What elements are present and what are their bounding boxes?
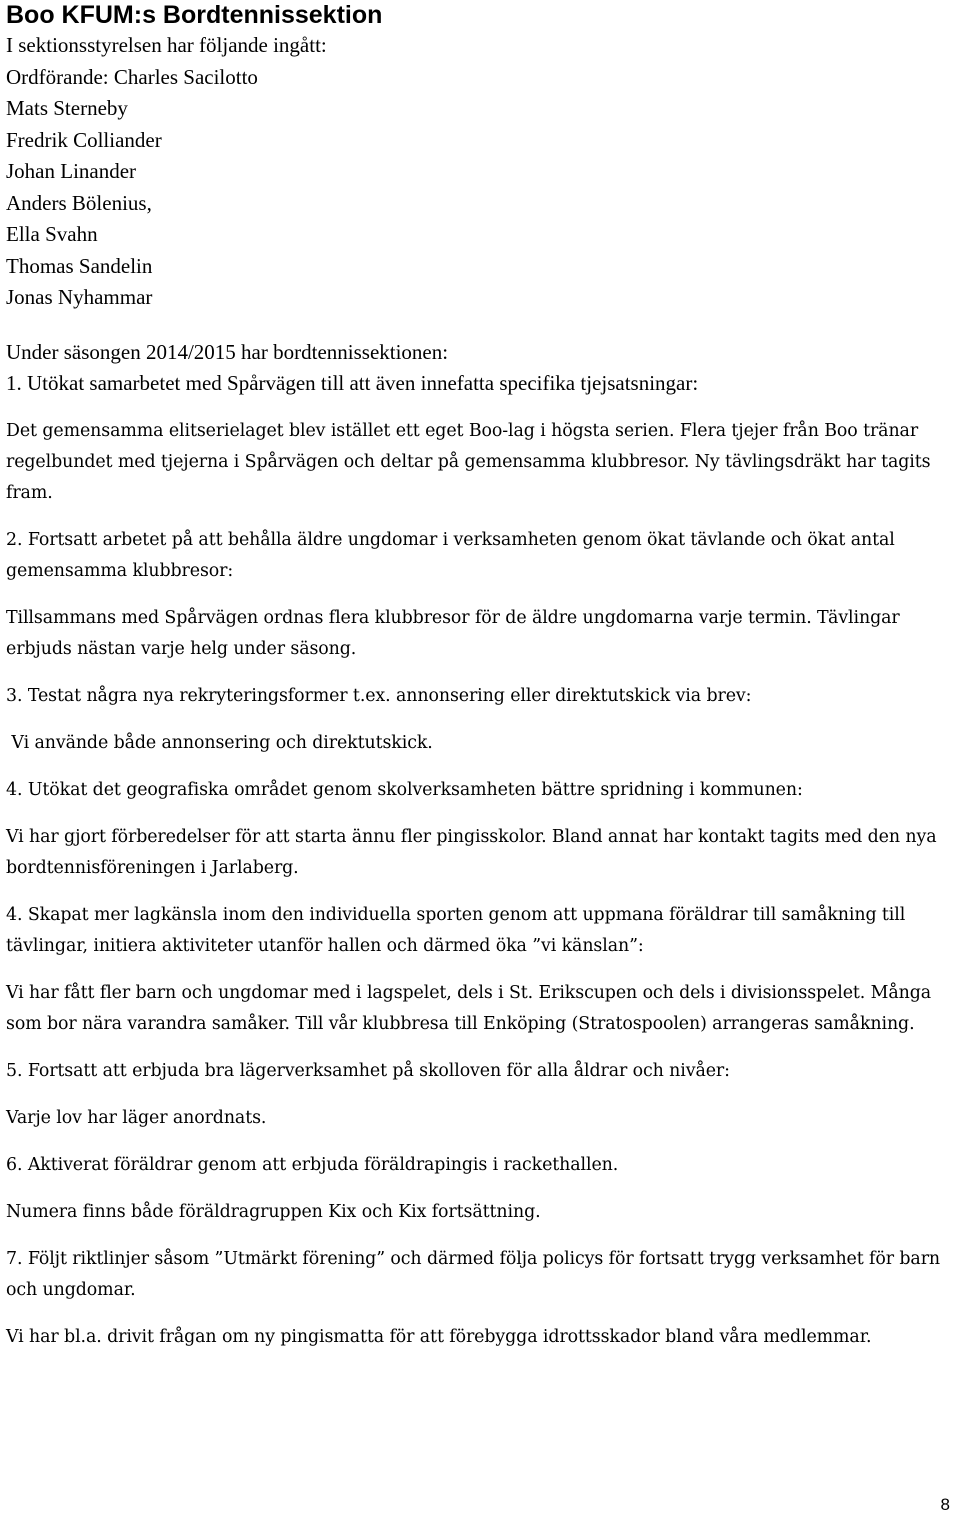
board-member: Ordförande: Charles Sacilotto xyxy=(6,64,258,89)
item1-body: Det gemensamma elitserielaget blev istället ett eget Boo-lag i högsta serien. Flera tjejer från Boo tränar regelbundet med tjejerna i Spårvägen och deltar på gemensamma klubbresor. Ny tävlingsdräkt har tagits fram. xyxy=(6,420,931,503)
page-number: 8 xyxy=(940,1495,950,1514)
spacer xyxy=(6,712,956,728)
board-member: Fredrik Colliander xyxy=(6,127,162,152)
page-title: Boo KFUM:s Bordtennissektion xyxy=(6,1,383,29)
spacer xyxy=(6,1040,956,1056)
document-page xyxy=(6,0,956,1353)
item6-heading: 6. Aktiverat föräldrar genom att erbjuda föräldrapingis i rackethallen. xyxy=(6,1154,619,1175)
item4b-heading: 4. Skapat mer lagkänsla inom den individuella sporten genom att uppmana föräldrar till samåkning till tävlingar, initiera aktiviteter utanför hallen och därmed öka ”vi känslan”: xyxy=(6,904,906,956)
item2-body: Tillsammans med Spårvägen ordnas flera klubbresor för de äldre ungdomarna varje termin. Tävlingar erbjuds nästan varje helg under säsong. xyxy=(6,607,900,659)
spacer xyxy=(6,665,956,681)
board-intro: I sektionsstyrelsen har följande ingått: xyxy=(6,33,327,57)
item3-heading: 3. Testat några nya rekryteringsformer t.ex. annonsering eller direktutskick via brev: xyxy=(6,685,752,706)
board-member-list xyxy=(6,62,956,314)
spacer xyxy=(6,884,956,900)
item4a-heading: 4. Utökat det geografiska området genom skolverksamheten bättre spridning i kommunen: xyxy=(6,779,803,800)
board-member: Jonas Nyhammar xyxy=(6,285,153,309)
board-member: Thomas Sandelin xyxy=(6,253,153,278)
item1-heading: 1. Utökat samarbetet med Spårvägen till att även innefatta specifika tjejsatsningar: xyxy=(6,371,699,395)
item4a-body: Vi har gjort förberedelser för att starta ännu fler pingisskolor. Bland annat har kontakt tagits med den nya bordtennisföreningen i Jarlaberg. xyxy=(6,826,937,878)
spacer xyxy=(6,509,956,525)
item7-body: Vi har bl.a. drivit frågan om ny pingismatta för att förebygga idrottsskador bland våra medlemmar. xyxy=(6,1326,872,1347)
spacer xyxy=(6,1181,956,1197)
spacer xyxy=(6,759,956,775)
board-member: Ella Svahn xyxy=(6,222,98,246)
item5-heading: 5. Fortsatt att erbjuda bra lägerverksamhet på skolloven för alla åldrar och nivåer: xyxy=(6,1060,730,1081)
item5-body: Varje lov har läger anordnats. xyxy=(6,1107,267,1128)
spacer xyxy=(6,1087,956,1103)
spacer xyxy=(6,1134,956,1150)
item2-heading: 2. Fortsatt arbetet på att behålla äldre ungdomar i verksamheten genom ökat tävlande och ökat antal gemensamma klubbresor: xyxy=(6,529,895,581)
item3-body: Vi använde både annonsering och direktutskick. xyxy=(6,732,433,753)
board-member: Johan Linander xyxy=(6,159,137,183)
board-member: Anders Bölenius, xyxy=(6,190,152,215)
spacer xyxy=(6,314,956,337)
item4b-body: Vi har fått fler barn och ungdomar med i lagspelet, dels i St. Erikscupen och dels i divisionsspelet. Många som bor nära varandra samåker. Till vår klubbresa till Enköping (Stratospoolen) arrangeras samåkning. xyxy=(6,982,932,1034)
item6-body: Numera finns både föräldragruppen Kix och Kix fortsättning. xyxy=(6,1201,541,1222)
spacer xyxy=(6,962,956,978)
spacer xyxy=(6,1306,956,1322)
season-intro: Under säsongen 2014/2015 har bordtennissektionen: xyxy=(6,339,449,364)
spacer xyxy=(6,400,956,416)
spacer xyxy=(6,806,956,822)
item7-heading: 7. Följt riktlinjer såsom ”Utmärkt förening” och därmed följa policys för fortsatt trygg verksamhet för barn och ungdomar. xyxy=(6,1248,941,1300)
spacer xyxy=(6,1228,956,1244)
board-member: Mats Sterneby xyxy=(6,96,128,120)
spacer xyxy=(6,587,956,603)
